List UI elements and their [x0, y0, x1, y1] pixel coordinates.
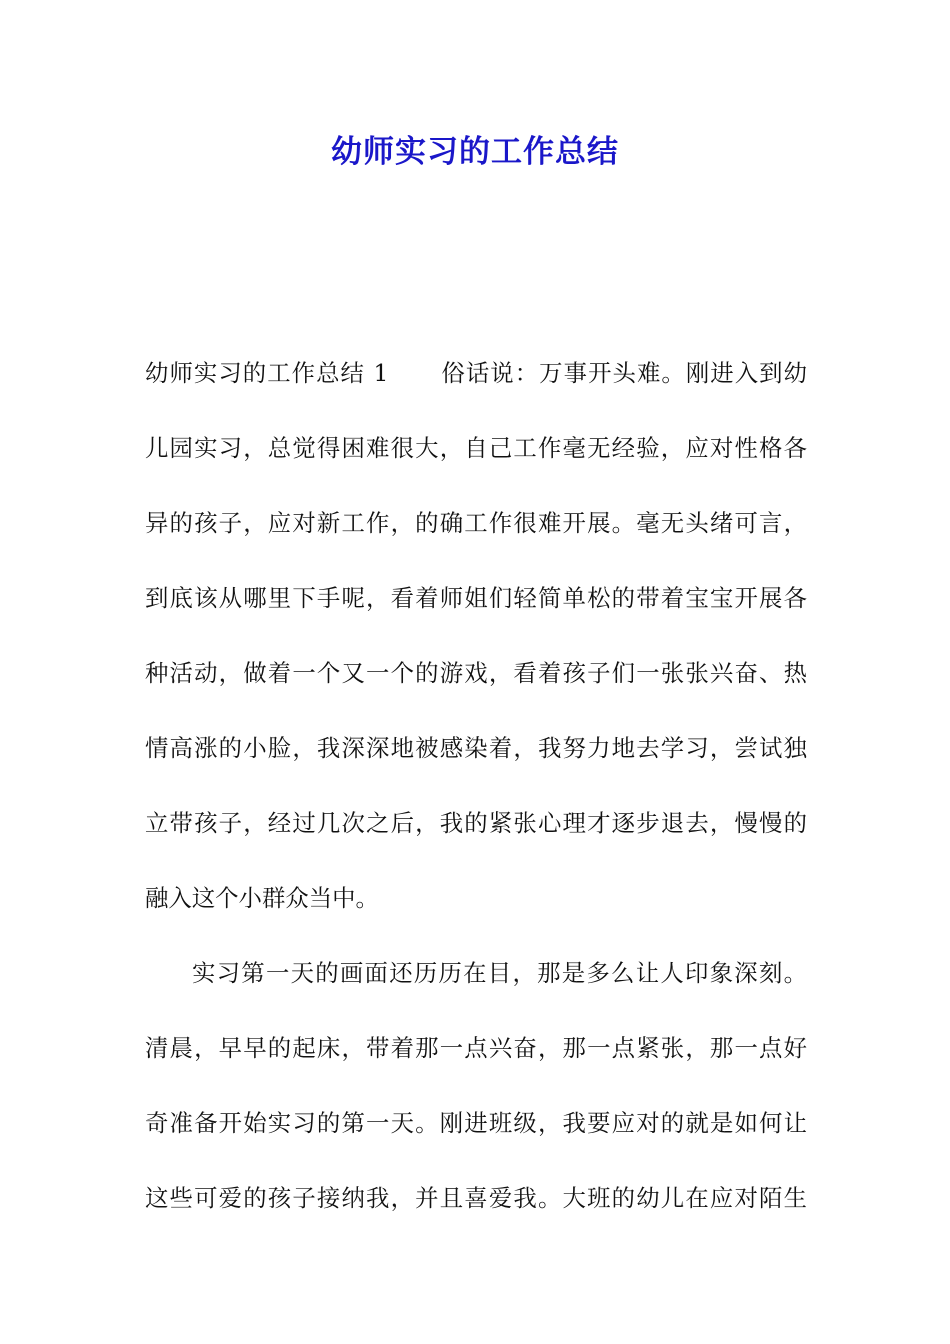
document-body — [145, 336, 807, 1236]
paragraph-1-line-1 — [145, 336, 807, 411]
paragraph-1-line-4: 到底该从哪里下手呢，看着师姐们轻简单松的带着宝宝开展各 — [145, 584, 807, 612]
paragraph-1-line-1-text: 俗话说：万事开头难。刚进入到幼 — [440, 359, 807, 387]
paragraph-1-line-8: 融入这个小群众当中。 — [145, 884, 379, 912]
paragraph-1-line-5: 种活动，做着一个又一个的游戏，看着孩子们一张张兴奋、热 — [145, 659, 807, 687]
paragraph-1-line-7: 立带孩子，经过几次之后，我的紧张心理才逐步退去，慢慢的 — [145, 809, 807, 837]
paragraph-2-line-4: 这些可爱的孩子接纳我，并且喜爱我。大班的幼儿在应对陌生 — [145, 1184, 807, 1212]
paragraph-1-line-3: 异的孩子，应对新工作，的确工作很难开展。毫无头绪可言， — [145, 509, 807, 537]
section-heading: 幼师实习的工作总结 1 — [145, 359, 389, 387]
paragraph-1-line-6: 情高涨的小脸，我深深地被感染着，我努力地去学习，尝试独 — [145, 734, 807, 762]
document-title: 幼师实习的工作总结 — [331, 134, 619, 170]
paragraph-2-line-3: 奇准备开始实习的第一天。刚进班级，我要应对的就是如何让 — [145, 1109, 807, 1137]
paragraph-2-line-1: 实习第一天的画面还历历在目，那是多么让人印象深刻。 — [192, 959, 807, 987]
paragraph-2-line-2: 清晨，早早的起床，带着那一点兴奋，那一点紧张，那一点好 — [145, 1034, 807, 1062]
paragraph-1-line-2: 儿园实习，总觉得困难很大，自己工作毫无经验，应对性格各 — [145, 434, 807, 462]
